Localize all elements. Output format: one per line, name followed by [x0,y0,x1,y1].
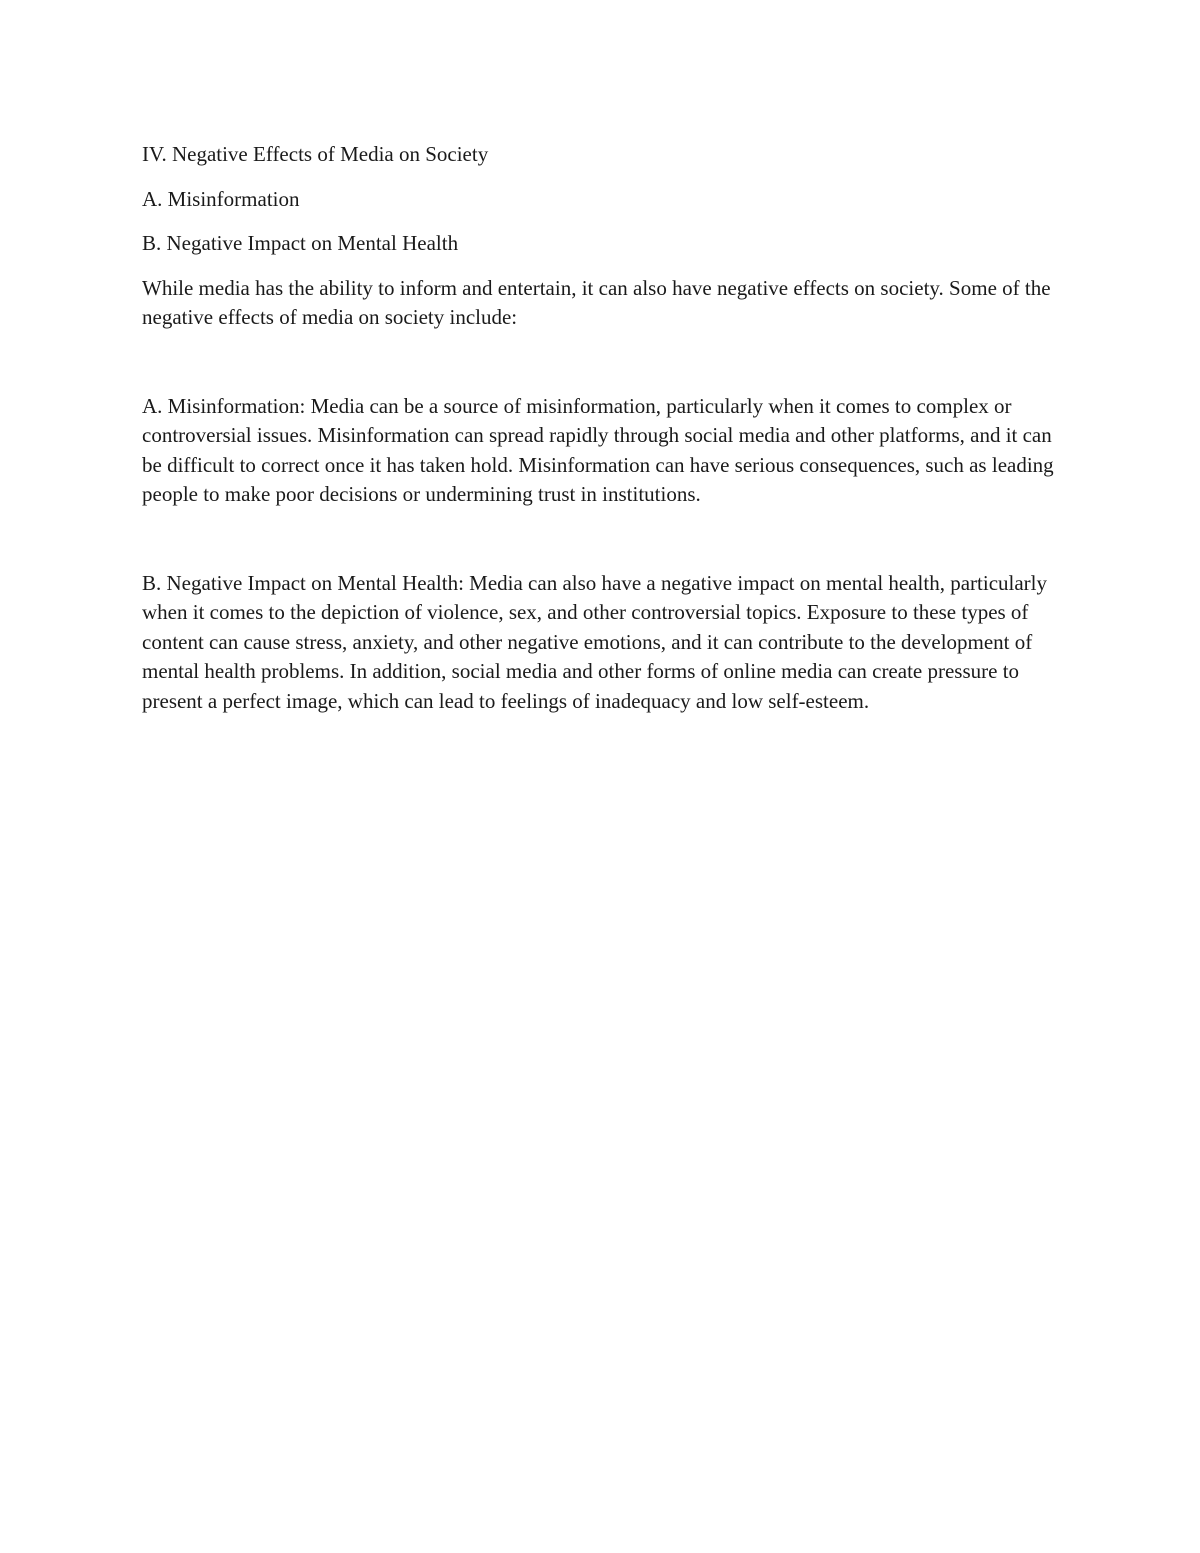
paragraph-misinformation: A. Misinformation: Media can be a source of misinformation, particularly when it comes to complex or controversial issues. Misinformation can spread rapidly through social media and other platforms, and it can be difficult to correct once it has taken hold. Misinformation can have serious consequences, such as leading people to make poor decisions or undermining trust in institutions. [142,393,1054,506]
paragraph-mental-health: B. Negative Impact on Mental Health: Media can also have a negative impact on mental health, particularly when it comes to the depiction of violence, sex, and other controversial topics. Exposure to these types of content can cause stress, anxiety, and other negative emotions, and it can contribute to the development of mental health problems. In addition, social media and other forms of online media can create pressure to present a perfect image, which can lead to feelings of inadequacy and low self-esteem. [142,570,1047,713]
document-body [142,140,1062,775]
outline-item-misinformation: A. Misinformation [142,186,300,211]
intro-paragraph: While media has the ability to inform and entertain, it can also have negative effects on society. Some of the negative effects of media on society include: [142,275,1051,329]
outline-item-mental-health: B. Negative Impact on Mental Health [142,231,459,255]
section-heading: IV. Negative Effects of Media on Society [142,142,489,166]
